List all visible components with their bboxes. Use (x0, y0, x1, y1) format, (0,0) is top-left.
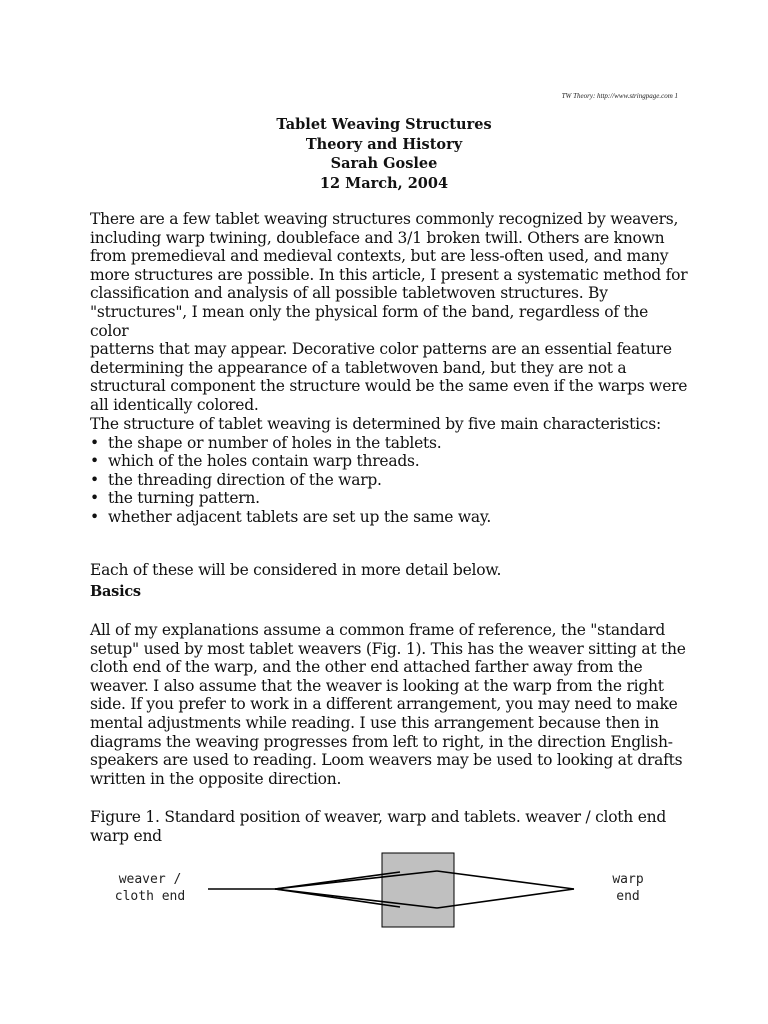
text-line: patterns that may appear. Decorative color patterns are an essential feature (90, 340, 672, 359)
list-item: • which of the holes contain warp threads. (90, 452, 420, 471)
bullet-icon: • (90, 470, 99, 489)
text-line: from premedieval and medieval contexts, but are less-often used, and many (90, 247, 669, 266)
text-line: written in the opposite direction. (90, 769, 342, 788)
text-line: All of my explanations assume a common frame of reference, the "standard (90, 621, 666, 639)
text-line: speakers are used to reading. Loom weavers may be used to looking at drafts (90, 751, 683, 770)
section-heading-basics: Basics (90, 583, 141, 600)
bullet-icon: • (90, 507, 99, 526)
caption-line: warp end (90, 826, 162, 845)
text-line: diagrams the weaving progresses from left to right, in the direction English- (90, 732, 673, 751)
list-item: • whether adjacent tablets are set up the same way. (90, 507, 492, 526)
text-line: setup" used by most tablet weavers (Fig. 1). This has the weaver sitting at the (90, 639, 686, 658)
warp-right-lower-line (437, 889, 574, 908)
text-line: determining the appearance of a tabletwoven band, but they are not a (90, 358, 627, 377)
text-line: more structures are possible. In this article, I present a systematic method for (90, 265, 688, 284)
warp-right-upper-line (437, 871, 574, 889)
text-line: weaver. I also assume that the weaver is looking at the warp from the right (90, 676, 664, 695)
text-line: mental adjustments while reading. I use this arrangement because then in (90, 713, 659, 732)
detail-note: Each of these will be considered in more detail below. (90, 560, 502, 579)
document-subtitle: Theory and History (305, 135, 463, 153)
text-line: side. If you prefer to work in a different arrangement, you may need to make (90, 695, 678, 714)
text-line: including warp twining, doubleface and 3/1 broken twill. Others are known (90, 228, 665, 247)
characteristics-lead: The structure of tablet weaving is determined by five main characteristics: (90, 415, 661, 433)
author-name: Sarah Goslee (330, 155, 438, 172)
list-item: • the threading direction of the warp. (90, 470, 382, 489)
caption-line: Figure 1. Standard position of weaver, warp and tablets. weaver / cloth end (90, 808, 667, 826)
running-header: TW Theory: http://www.stringpage.com 1 (561, 92, 678, 100)
list-item: • the shape or number of holes in the tablets. (90, 433, 442, 452)
bullet-icon: • (90, 433, 99, 452)
warp-end-label: warp end (612, 872, 644, 904)
bullet-icon: • (90, 452, 99, 471)
document-title: Tablet Weaving Structures (276, 116, 492, 133)
document-date: 12 March, 2004 (319, 174, 449, 192)
text-line: all identically colored. (90, 395, 259, 414)
text-line: There are a few tablet weaving structures commonly recognized by weavers, (90, 210, 679, 228)
tablet-box (382, 853, 454, 927)
text-line: classification and analysis of all possible tabletwoven structures. By (90, 284, 608, 303)
text-line: structural component the structure would be the same even if the warps were (90, 377, 688, 396)
text-line: cloth end of the warp, and the other end attached farther away from the (90, 658, 643, 677)
text-line: "structures", I mean only the physical form of the band, regardless of the color (90, 302, 649, 340)
list-item: • the turning pattern. (90, 489, 260, 508)
bullet-icon: • (90, 489, 99, 508)
weaver-cloth-end-label: weaver / cloth end (114, 872, 186, 904)
